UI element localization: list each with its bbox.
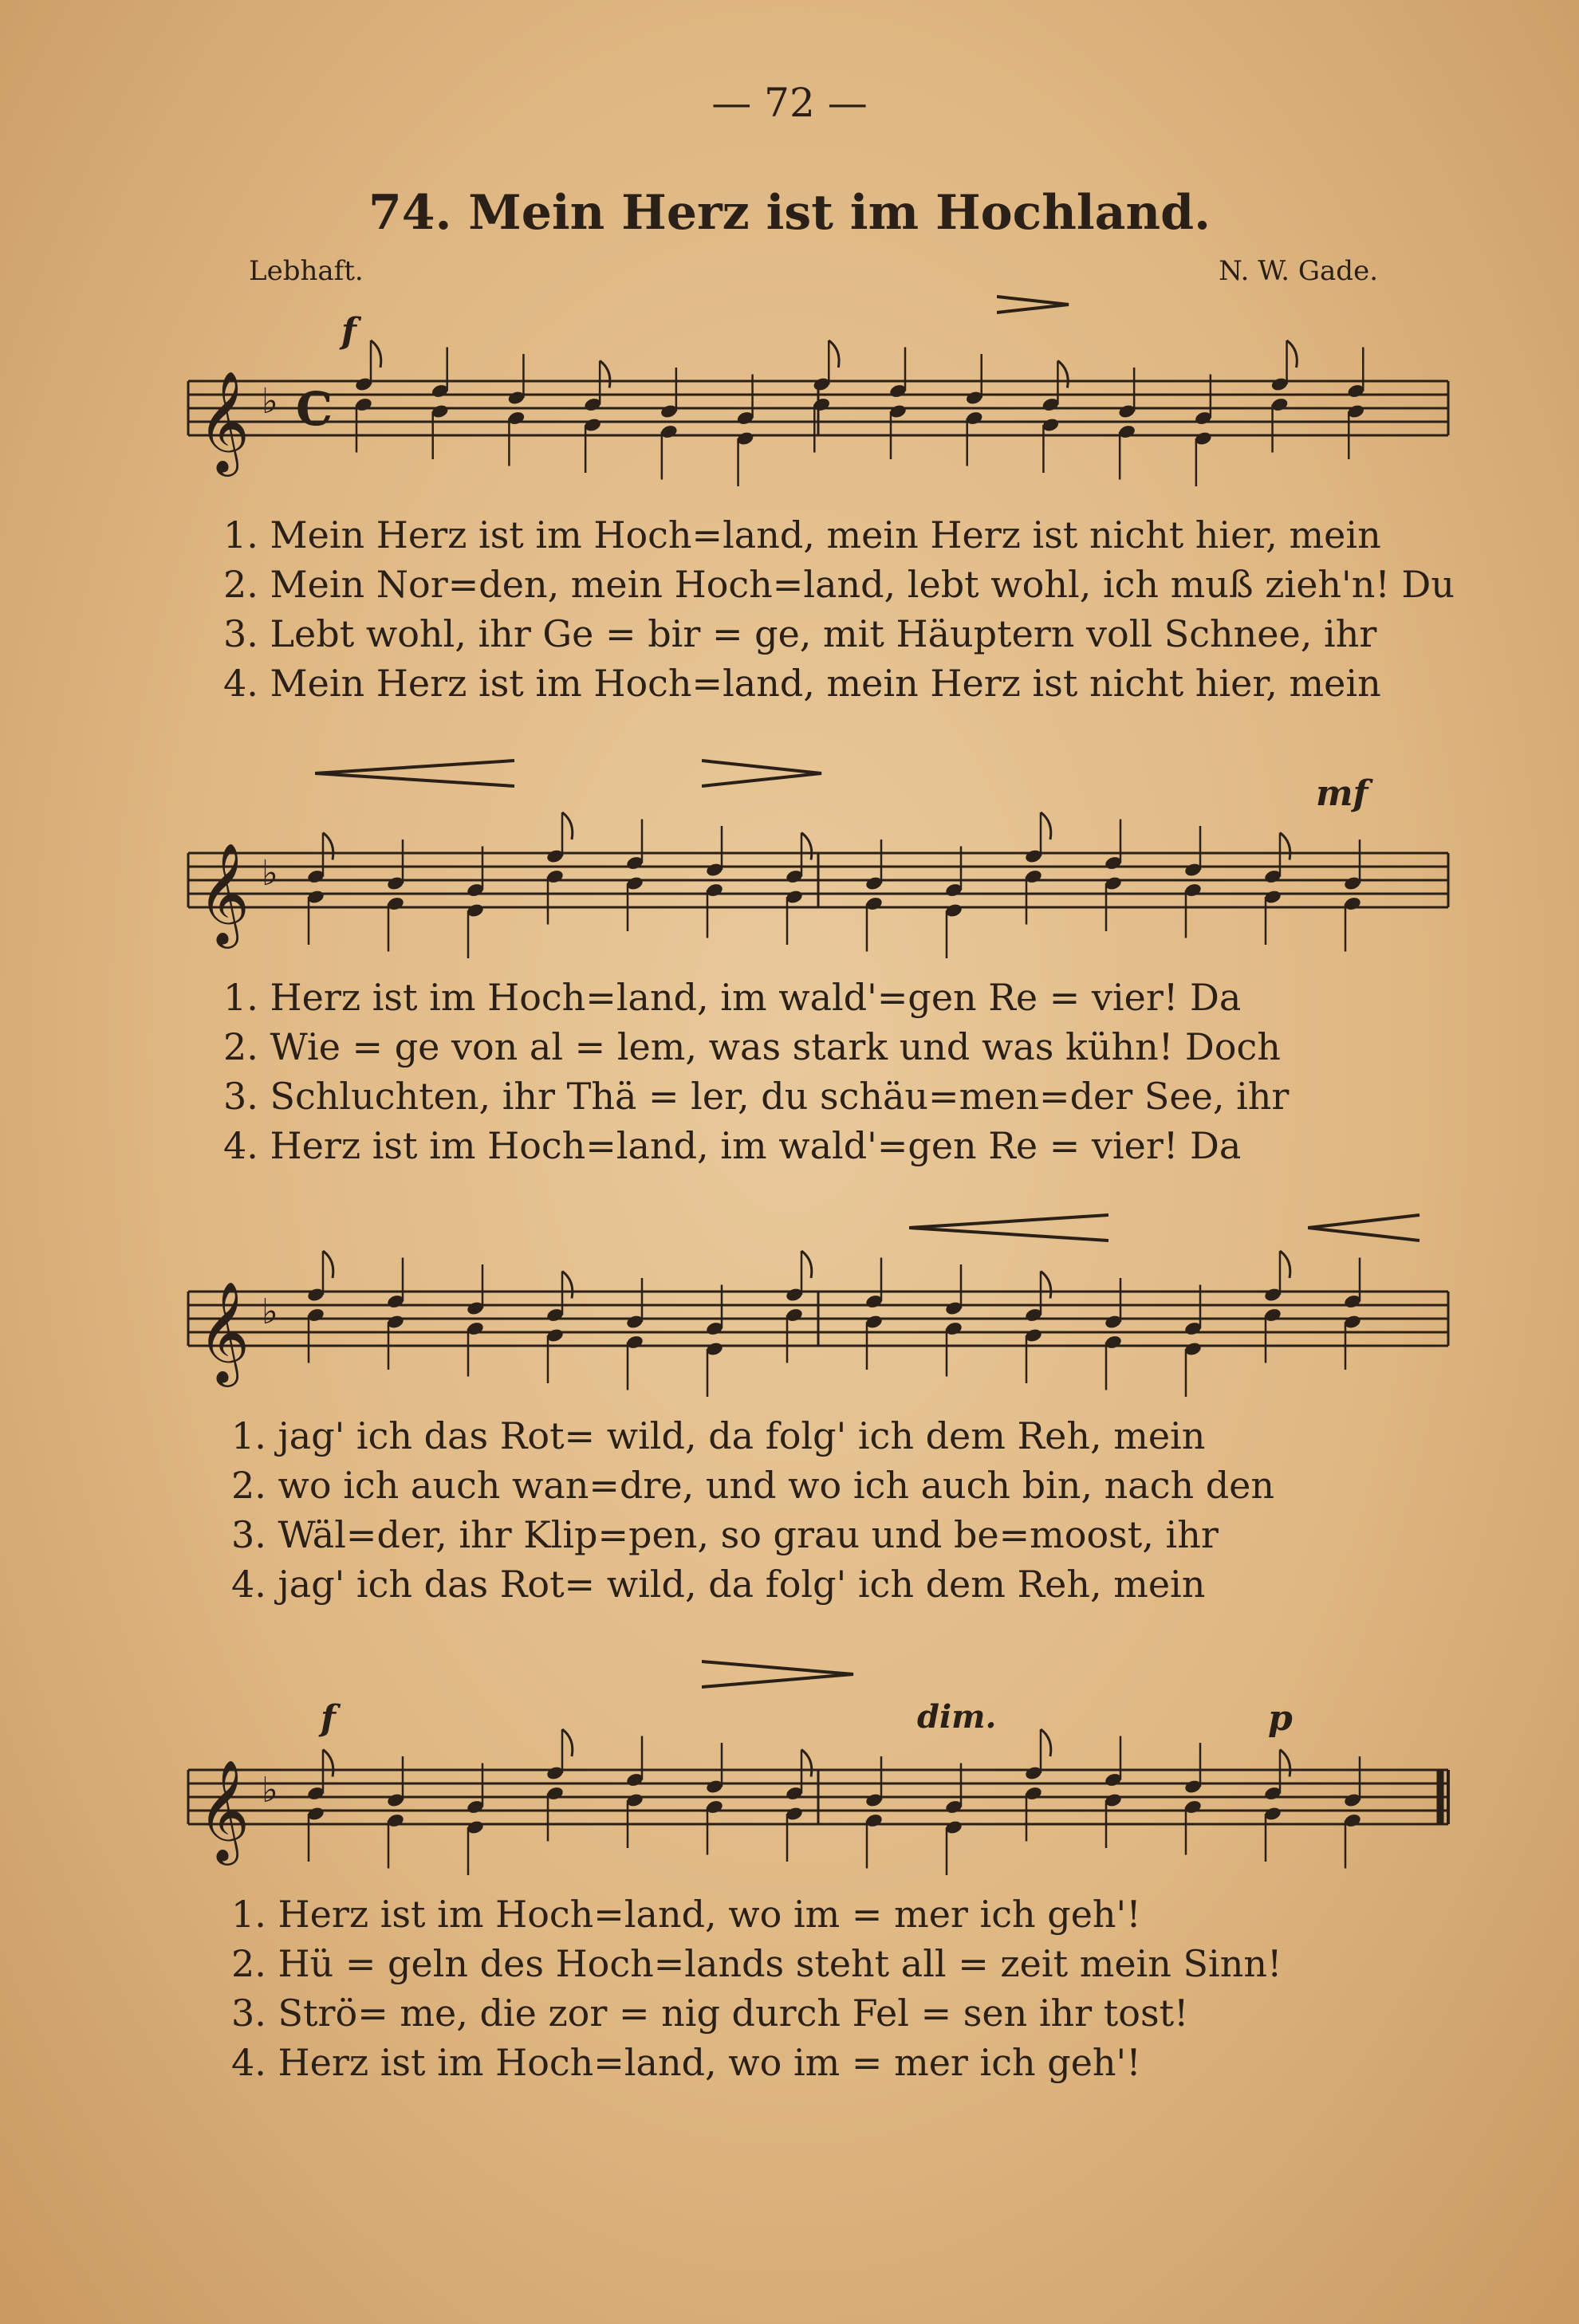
- note-flag: [1041, 1729, 1051, 1756]
- note-flag: [1041, 812, 1051, 840]
- crescendo-hairpin: [1308, 1212, 1427, 1244]
- crescendo-hairpin: [909, 1212, 1116, 1244]
- note-flag: [801, 1750, 812, 1777]
- accent-mark: [997, 293, 1077, 317]
- dynamic-mezzoforte: mf: [1316, 773, 1368, 814]
- music-staff-4: [188, 1738, 1448, 1897]
- key-signature-flat: ♭: [262, 853, 278, 894]
- key-signature-flat: ♭: [262, 1770, 278, 1811]
- note-flag: [1287, 340, 1297, 368]
- note-flag: [1280, 1750, 1290, 1777]
- verse-line: 4. Herz ist im Hoch=land, im wald'=gen Re = vier! Da: [223, 1124, 1242, 1167]
- crescendo-hairpin: [315, 757, 522, 789]
- dynamic-piano: p: [1268, 1698, 1293, 1739]
- composer-name: N. W. Gade.: [1219, 255, 1378, 287]
- verse-line: 4. Mein Herz ist im Hoch=land, mein Herz ist nicht hier, mein: [223, 662, 1381, 705]
- music-staff-3: [188, 1260, 1448, 1419]
- note-flag: [1280, 833, 1290, 860]
- note-flag: [323, 833, 333, 860]
- time-signature: C: [296, 382, 333, 436]
- treble-clef: 𝄞: [198, 1759, 250, 1861]
- key-signature-flat: ♭: [262, 381, 278, 422]
- note-flag: [801, 833, 812, 860]
- key-signature-flat: ♭: [262, 1292, 278, 1332]
- note-flag: [562, 1272, 573, 1299]
- verse-line: 2. Mein Nor=den, mein Hoch=land, lebt wohl, ich muß zieh'n! Du: [223, 563, 1455, 606]
- decrescendo-hairpin: [702, 757, 829, 789]
- treble-clef: 𝄞: [198, 842, 250, 944]
- verse-block-2: [223, 973, 1467, 1170]
- decrescendo-hairpin: [702, 1658, 861, 1690]
- tempo-marking: Lebhaft.: [249, 255, 364, 287]
- page-number: — 72 —: [711, 80, 868, 126]
- music-staff-1: [188, 349, 1448, 509]
- dynamic-forte-2: f: [321, 1698, 336, 1739]
- note-flag: [600, 361, 610, 388]
- note-flag: [1057, 361, 1068, 388]
- note-flag: [562, 1729, 573, 1756]
- verse-line: 1. jag' ich das Rot= wild, da folg' ich dem Reh, mein: [231, 1414, 1206, 1457]
- verse-line: 1. Herz ist im Hoch=land, wo im = mer ich geh'!: [231, 1893, 1141, 1936]
- verse-line: 3. Schluchten, ihr Thä = ler, du schäu=men=der See, ihr: [223, 1075, 1290, 1118]
- dynamic-diminuendo: dim.: [917, 1698, 997, 1736]
- verse-line: 2. Hü = geln des Hoch=lands steht all = zeit mein Sinn!: [231, 1942, 1282, 1985]
- note-flag: [829, 340, 839, 368]
- music-staff-2: [188, 821, 1448, 981]
- dynamic-forte-1: f: [341, 311, 356, 352]
- note-flag: [371, 340, 381, 368]
- note-flag: [1041, 1272, 1051, 1299]
- note-flag: [801, 1251, 812, 1278]
- verse-line: 3. Wäl=der, ihr Klip=pen, so grau und be=moost, ihr: [231, 1513, 1219, 1556]
- verse-block-4: [231, 1889, 1475, 2087]
- verse-line: 4. jag' ich das Rot= wild, da folg' ich dem Reh, mein: [231, 1563, 1206, 1606]
- verse-line: 4. Herz ist im Hoch=land, wo im = mer ich geh'!: [231, 2041, 1141, 2084]
- note-flag: [323, 1251, 333, 1278]
- verse-block-1: [223, 510, 1467, 708]
- verse-line: 1. Mein Herz ist im Hoch=land, mein Herz ist nicht hier, mein: [223, 513, 1381, 556]
- note-flag: [1280, 1251, 1290, 1278]
- note-flag: [323, 1750, 333, 1777]
- verse-block-3: [231, 1411, 1475, 1609]
- treble-clef: 𝄞: [198, 1280, 250, 1382]
- verse-line: 2. Wie = ge von al = lem, was stark und was kühn! Doch: [223, 1025, 1281, 1068]
- song-title: 74. Mein Herz ist im Hochland.: [368, 185, 1211, 241]
- verse-line: 2. wo ich auch wan=dre, und wo ich auch bin, nach den: [231, 1464, 1275, 1507]
- treble-clef: 𝄞: [198, 370, 250, 472]
- verse-line: 3. Lebt wohl, ihr Ge = bir = ge, mit Häuptern voll Schnee, ihr: [223, 612, 1377, 655]
- note-flag: [562, 812, 573, 840]
- verse-line: 3. Strö= me, die zor = nig durch Fel = sen ihr tost!: [231, 1992, 1189, 2035]
- verse-line: 1. Herz ist im Hoch=land, im wald'=gen Re = vier! Da: [223, 976, 1242, 1019]
